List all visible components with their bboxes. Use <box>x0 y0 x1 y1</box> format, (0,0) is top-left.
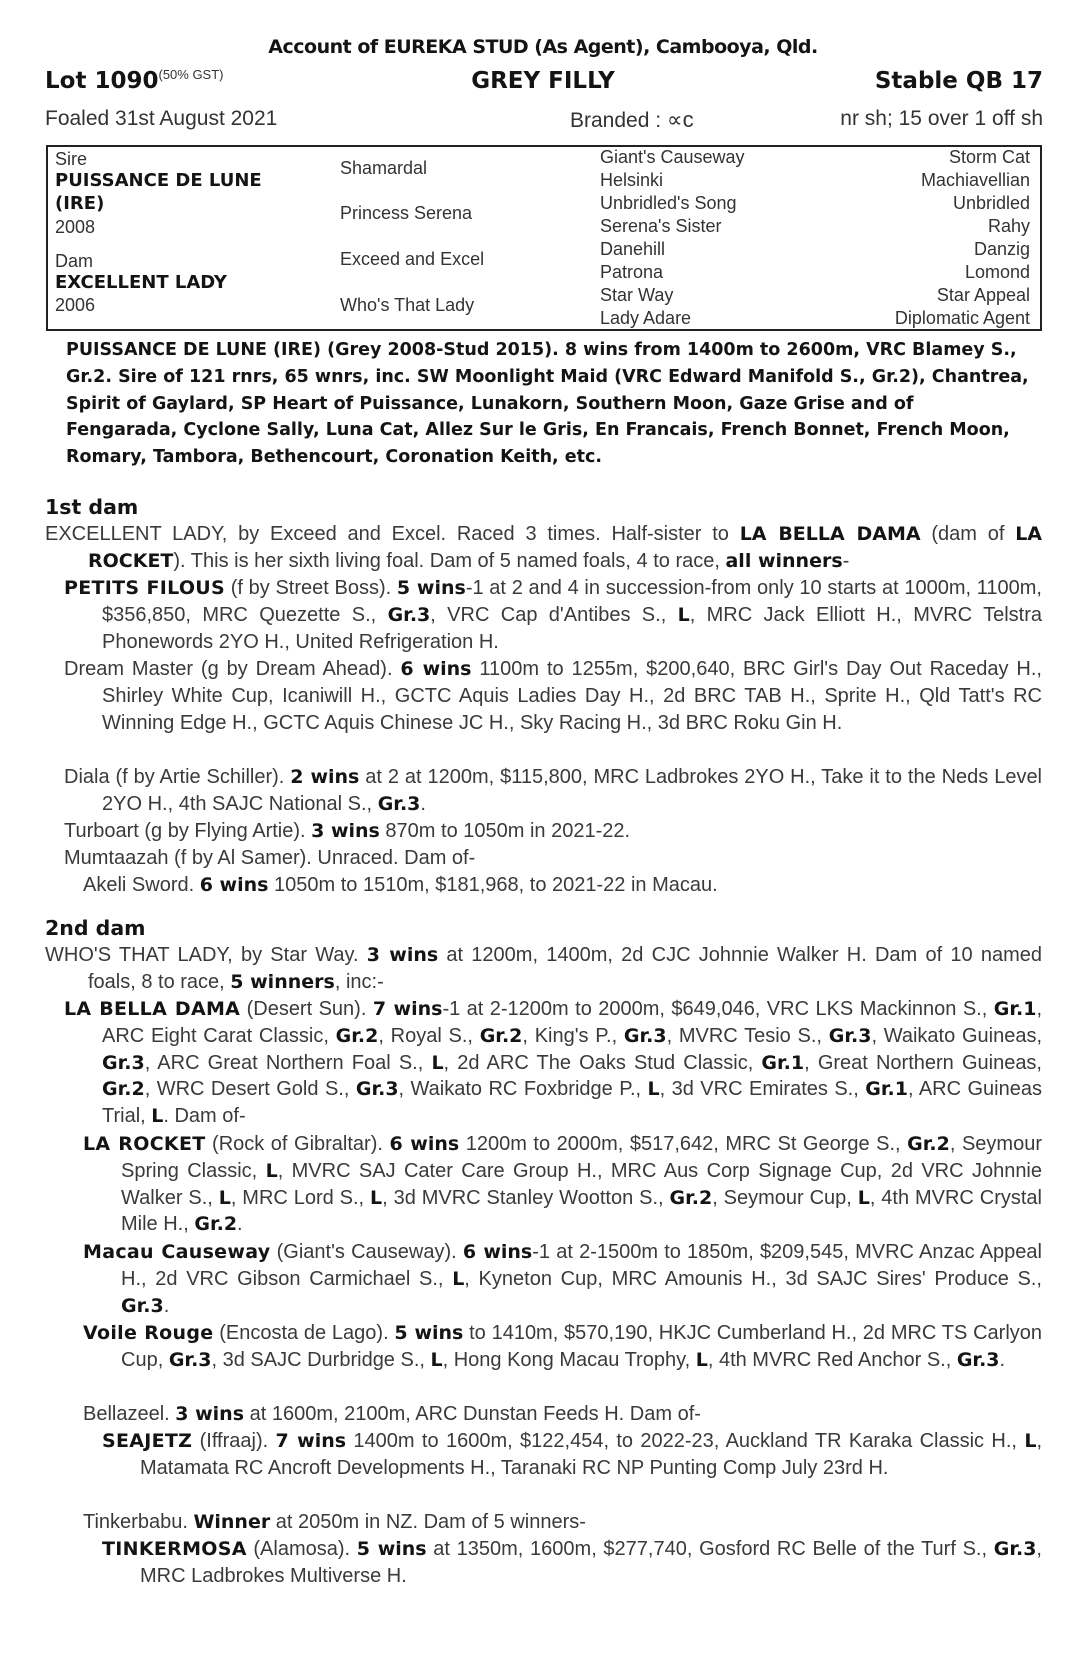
great-grand-progeny-entry <box>102 1428 1042 1482</box>
horse-title: GREY FILLY <box>471 68 615 94</box>
race-grade: L <box>370 1186 383 1209</box>
race-grade: L <box>218 1186 231 1209</box>
text-run: , Waikato RC Foxbridge P., <box>398 1078 648 1101</box>
grand-progeny-entry <box>83 872 1042 899</box>
text-run: , Seymour Cup, <box>712 1186 858 1209</box>
text-run: , Waikato Guineas, <box>871 1024 1043 1047</box>
branded-info <box>570 107 694 133</box>
sire-label: Sire <box>55 149 88 169</box>
text-run: at 1600m, 2100m, ARC Dunstan Feeds H. Dam of- <box>244 1403 701 1425</box>
dam-name: EXCELLENT LADY <box>55 272 227 293</box>
race-grade: L <box>1024 1430 1037 1452</box>
race-grade: Gr.3 <box>387 603 431 626</box>
text-run: -1 at 2-1200m to 2000m, $649,046, VRC LKS Mackinnon S., <box>442 998 994 1020</box>
text-run: (Desert Sun). <box>240 998 373 1020</box>
text-run: to 1410m, $570,190, HKJC Cumberland H., 2d MRC TS Carlyon Cup, <box>121 1322 1043 1371</box>
text-run: at 1200m, 1400m, 2d CJC Johnnie Walker H. Dam of 10 named foals, 8 to race, <box>88 944 1042 993</box>
pedigree-gen2-2: Princess Serena <box>340 203 473 223</box>
text-run: . Dam of- <box>163 1105 246 1128</box>
race-grade: L <box>647 1078 660 1101</box>
gst-note: (50% GST) <box>158 67 224 82</box>
pedigree-gen3-4: Serena's Sister <box>600 216 722 236</box>
text-run: , MRC Jack Elliott H., MVRC Telstra Phonewords 2YO H., United Refrigeration H. <box>102 603 1042 653</box>
text-run: , inc:- <box>334 970 384 993</box>
text-run: (Iffraaj). <box>192 1430 276 1452</box>
race-grade: L <box>857 1186 870 1209</box>
sire-name-suffix: (IRE) <box>55 193 105 214</box>
foaled-date: Foaled 31st August 2021 <box>45 107 278 130</box>
race-grade: L <box>452 1267 465 1290</box>
horse-name: LA ROCKET <box>83 1133 206 1155</box>
text-run: -1 at 2 and 4 in succession-from only 10 starts at 1000m, 1100m, $356,850, MRC Quezette S., <box>102 577 1042 626</box>
pedigree-gen2-3: Exceed and Excel <box>340 249 485 269</box>
wins: 6 wins <box>400 658 472 680</box>
text-run: at 2 at 1200m, $115,800, MRC Ladbrokes 2YO H., Take it to the Neds Level 2YO H., 4th SAJC National S., <box>102 766 1043 815</box>
text-run: Tinkerbabu. <box>83 1511 194 1533</box>
text-run: . <box>420 792 426 815</box>
second-dam-heading: 2nd dam <box>45 916 146 940</box>
pedigree-gen3-7: Star Way <box>600 285 674 305</box>
text-run: , MVRC SAJ Cater Care Group H., MRC Aus Corp Signage Cup, 2d VRC Johnnie Walker S., <box>121 1159 1043 1209</box>
great-grand-progeny-entry <box>102 1536 1042 1590</box>
horse-name: LA BELLA DAMA <box>64 998 241 1020</box>
race-grade: L <box>431 1051 444 1074</box>
pedigree-gen3-2: Helsinki <box>600 170 664 190</box>
race-grade: Gr.3 <box>355 1078 399 1101</box>
text-run: Diala (f by Artie Schiller). <box>64 766 291 788</box>
pedigree-gen4-3: Unbridled <box>952 193 1030 213</box>
race-grade: Gr.2 <box>907 1133 950 1155</box>
text-run: ). This is her sixth living foal. Dam of 5 named foals, 4 to race, <box>173 549 726 572</box>
text-run: , 2d ARC The Oaks Stud Classic, <box>443 1051 762 1074</box>
wins: 3 wins <box>311 820 380 842</box>
horse-name: PETITS FILOUS <box>64 577 225 599</box>
wins: 3 wins <box>175 1403 245 1425</box>
text-run: , MRC Lord S., <box>230 1186 371 1209</box>
race-grade: Gr.3 <box>993 1538 1037 1560</box>
horse-name: Macau Causeway <box>83 1241 271 1263</box>
grand-progeny-entry <box>83 1131 1042 1238</box>
text-run: , King's P., <box>522 1024 624 1047</box>
text-run: (Rock of Gibraltar). <box>205 1133 390 1155</box>
sire-summary: PUISSANCE DE LUNE (IRE) (Grey 2008-Stud 2015). 8 wins from 1400m to 2600m, VRC Blamey S., Gr.2. Sire of 121 rnrs, 65 wnrs, inc. SW Moonlight Maid (VRC Edward Manifold S., Gr.2), Chantrea, Spirit of Gaylard, SP Heart of Puissance, Lunakorn, Southern Moon, Gaze Grise and of Fengarada, Cyclone Sally, Luna Cat, Allez Sur le Gris, En Francais, French Bonnet, French Moon, Romary, Tambora, Bethencourt, Coronation Keith, etc. <box>66 340 1029 468</box>
text-run: , MVRC Tesio S., <box>666 1024 829 1047</box>
pedigree-gen2-1: Shamardal <box>340 158 428 178</box>
pedigree-gen4-8: Diplomatic Agent <box>894 308 1030 328</box>
text-run: (Giant's Causeway). <box>270 1241 463 1263</box>
horse-name: SEAJETZ <box>102 1430 193 1452</box>
text-run: Mumtaazah (f by Al Samer). Unraced. Dam of- <box>64 847 476 869</box>
progeny-entry <box>64 845 1042 872</box>
winners-count: 5 winners <box>230 970 335 993</box>
race-grade: Gr.3 <box>121 1294 164 1317</box>
dam-year: 2006 <box>55 295 96 315</box>
pedigree-gen4-4: Rahy <box>987 216 1030 236</box>
progeny-entry <box>64 656 1042 736</box>
race-grade: Gr.2 <box>669 1186 713 1209</box>
text-run: , 4th MVRC Red Anchor S., <box>707 1348 957 1371</box>
race-grade: Gr.2 <box>194 1213 238 1236</box>
related-horse-name: LA ROCKET <box>88 523 1042 572</box>
wins: 7 wins <box>372 998 443 1020</box>
first-dam-heading: 1st dam <box>45 495 139 519</box>
sire-name: PUISSANCE DE LUNE <box>55 170 262 191</box>
race-grade: Gr.3 <box>956 1348 1000 1371</box>
pedigree-gen3-3: Unbridled's Song <box>600 193 737 213</box>
race-grade: Gr.2 <box>335 1024 379 1047</box>
text-run: , Seymour Spring Classic, <box>121 1133 1042 1182</box>
text-run: - <box>842 549 850 572</box>
grand-progeny-entry <box>83 1509 1042 1536</box>
text-run: (Encosta de Lago). <box>213 1322 395 1344</box>
race-grade: Gr.1 <box>761 1051 805 1074</box>
brand-mark: ∝c <box>666 107 694 132</box>
text-run: (f by Street Boss). <box>225 577 397 599</box>
text-run: -1 at 2-1500m to 1850m, $209,545, MVRC Anzac Appeal H., 2d VRC Gibson Carmichael S., <box>121 1241 1042 1290</box>
wins: 2 wins <box>290 766 360 788</box>
text-run: Akeli Sword. <box>83 874 200 896</box>
pedigree-gen3-1: Giant's Causeway <box>600 147 745 167</box>
text-run: , Matamata RC Ancroft Developments H., Taranaki RC NP Punting Comp July 23rd H. <box>140 1430 1042 1479</box>
second-dam-summary <box>45 942 1042 996</box>
text-run: , 3d MVRC Stanley Wootton S., <box>382 1186 670 1209</box>
horse-name: TINKERMOSA <box>102 1538 247 1560</box>
race-grade: Gr.1 <box>993 998 1037 1020</box>
horse-name: Voile Rouge <box>83 1322 214 1344</box>
race-grade: Gr.3 <box>102 1051 145 1074</box>
pedigree-gen4-1: Storm Cat <box>948 147 1030 167</box>
pedigree-gen4-6: Lomond <box>964 262 1030 282</box>
text-run: . <box>999 1348 1006 1371</box>
wins: 5 wins <box>394 1322 464 1344</box>
text-run: . <box>237 1213 243 1236</box>
race-grade: L <box>695 1348 708 1371</box>
pedigree-gen3-6: Patrona <box>600 262 664 282</box>
text-run: , 4th MVRC Crystal Mile H., <box>121 1186 1042 1236</box>
progeny-entry <box>64 996 1042 1130</box>
text-run: . <box>163 1294 170 1317</box>
pedigree-gen3-8: Lady Adare <box>600 308 692 328</box>
brand-marks-description: nr sh; 15 over 1 off sh <box>840 107 1043 130</box>
race-grade: L <box>265 1159 278 1182</box>
grand-progeny-entry <box>83 1320 1042 1374</box>
pedigree-gen4-2: Machiavellian <box>920 170 1030 190</box>
text-run: , Great Northern Guineas, <box>804 1051 1042 1074</box>
wins: 7 wins <box>275 1430 347 1452</box>
text-run: 1100m to 1255m, $200,640, BRC Girl's Day Out Raceday H., Shirley White Cup, Icaniwill H., GCTC Aquis Ladies Day H., 2d BRC TAB H., Sprite H., Qld Tatt's RC Winning Edge H., GCTC Aquis Chinese JC H., Sky Racing H., 3d BRC Roku Gin H. <box>102 658 1042 734</box>
text-run: 870m to 1050m in 2021-22. <box>379 820 631 842</box>
related-horse-name: LA BELLA DAMA <box>739 523 921 545</box>
wins: 5 wins <box>396 577 466 599</box>
text-run: , ARC Great Northern Foal S., <box>144 1051 432 1074</box>
text-run: , VRC Cap d'Antibes S., <box>430 603 678 626</box>
text-run: Bellazeel. <box>83 1403 176 1425</box>
branded-label: Branded : <box>570 109 662 132</box>
race-grade: Gr.3 <box>623 1024 667 1047</box>
race-grade: Gr.2 <box>479 1024 523 1047</box>
text-run: WHO'S THAT LADY, by Star Way. <box>45 944 367 966</box>
text-run: , ARC Guineas Trial, <box>102 1078 1042 1128</box>
wins: 5 wins <box>356 1538 427 1560</box>
text-run: (dam of <box>920 523 1016 545</box>
text-run: Dream Master (g by Dream Ahead). <box>64 658 401 680</box>
text-run: , 3d VRC Emirates S., <box>659 1078 866 1101</box>
text-run: EXCELLENT LADY, by Exceed and Excel. Raced 3 times. Half-sister to <box>45 523 740 545</box>
wins: 3 wins <box>366 944 439 966</box>
pedigree-table <box>46 145 1042 331</box>
text-run: , MRC Ladbrokes Multiverse H. <box>140 1538 1042 1587</box>
first-dam-summary <box>45 521 1042 575</box>
text-run: 1050m to 1510m, $181,968, to 2021-22 in Macau. <box>268 874 718 896</box>
text-run: , 3d SAJC Durbridge S., <box>211 1348 431 1371</box>
account-line: Account of EUREKA STUD (As Agent), Cambooya, Qld. <box>268 36 818 58</box>
progeny-entry <box>64 818 1042 845</box>
text-run: Turboart (g by Flying Artie). <box>64 820 312 842</box>
race-grade: Gr.3 <box>168 1348 212 1371</box>
text-run: 1400m to 1600m, $122,454, to 2022-23, Auckland TR Karaka Classic H., <box>346 1430 1025 1452</box>
text-run: , ARC Eight Carat Classic, <box>102 998 1042 1047</box>
race-grade: L <box>677 603 690 626</box>
wins: 6 wins <box>462 1241 533 1263</box>
grand-progeny-entry <box>83 1239 1042 1319</box>
race-grade: L <box>151 1105 164 1128</box>
emphasis: all winners <box>725 549 843 572</box>
grand-progeny-entry <box>83 1401 1042 1428</box>
lot-label: Lot 1090 <box>45 68 159 94</box>
race-grade: Gr.2 <box>102 1078 145 1101</box>
pedigree-gen3-5: Danehill <box>600 239 666 259</box>
race-grade: Gr.3 <box>828 1024 872 1047</box>
pedigree-gen2-4: Who's That Lady <box>340 295 475 315</box>
text-run: at 2050m in NZ. Dam of 5 winners- <box>270 1511 586 1533</box>
race-grade: Gr.3 <box>377 792 421 815</box>
stable-number: Stable QB 17 <box>874 68 1043 94</box>
pedigree-gen4-7: Star Appeal <box>936 285 1030 305</box>
dam-label: Dam <box>55 251 94 271</box>
text-run: , WRC Desert Gold S., <box>144 1078 356 1101</box>
text-run: 1200m to 2000m, $517,642, MRC St George S., <box>459 1133 908 1155</box>
sire-year: 2008 <box>55 217 96 237</box>
race-grade: L <box>430 1348 443 1371</box>
progeny-entry <box>64 764 1042 818</box>
wins: 6 wins <box>389 1133 460 1155</box>
wins: Winner <box>193 1511 271 1533</box>
text-run: (Alamosa). <box>246 1538 357 1560</box>
wins: 6 wins <box>199 874 269 896</box>
text-run: , Royal S., <box>378 1024 480 1047</box>
race-grade: Gr.1 <box>865 1078 908 1101</box>
pedigree-gen4-5: Danzig <box>973 239 1030 259</box>
progeny-entry <box>64 575 1042 655</box>
text-run: , Kyneton Cup, MRC Amounis H., 3d SAJC Sires' Produce S., <box>464 1267 1042 1290</box>
text-run: at 1350m, 1600m, $277,740, Gosford RC Belle of the Turf S., <box>426 1538 994 1560</box>
text-run: , Hong Kong Macau Trophy, <box>442 1348 696 1371</box>
